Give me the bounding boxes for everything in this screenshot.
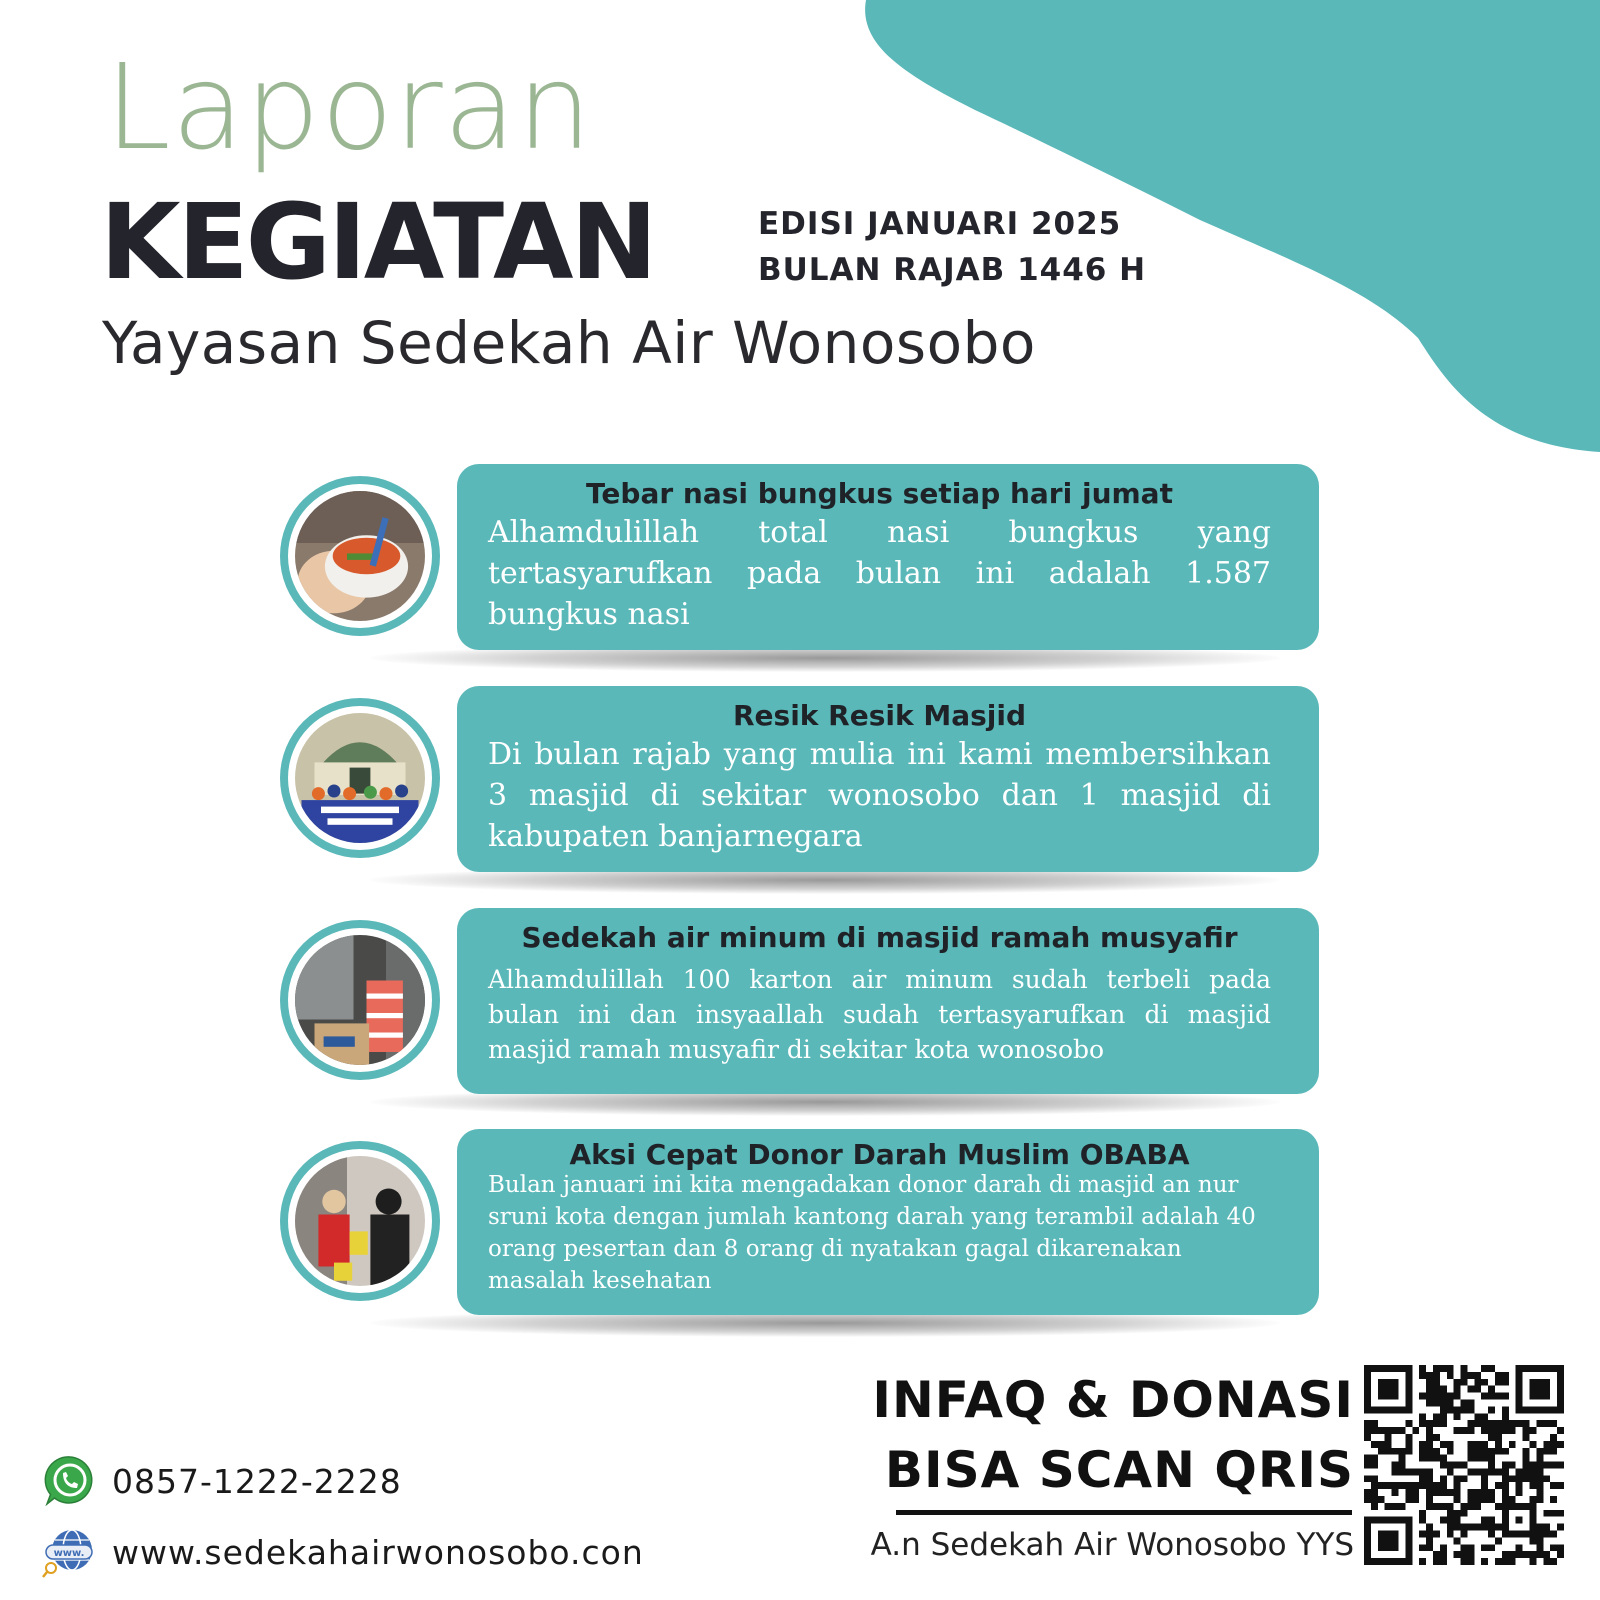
blood-donation-photo [295, 1156, 425, 1286]
website-url: www.sedekahairwonosobo.con [112, 1532, 644, 1572]
svg-text:www.: www. [53, 1548, 85, 1559]
activity-card [457, 1129, 1319, 1315]
activity-title: Tebar nasi bungkus setiap hari jumat [586, 477, 1173, 510]
donation-underline [896, 1510, 1352, 1515]
donation-callout [872, 1365, 1354, 1505]
donation-line-1: INFAQ & DONASI [872, 1371, 1354, 1429]
mosque-group-photo [295, 713, 425, 843]
activity-item [280, 464, 1320, 654]
edition-line-2: BULAN RAJAB 1446 H [758, 252, 1147, 288]
whatsapp-icon [42, 1453, 98, 1509]
activity-description: Alhamdulillah total nasi bungkus yang tertasyarufkan pada bulan ini adalah 1.587 bungkus nasi [488, 515, 1271, 632]
account-name: A.n Sedekah Air Wonosobo YYS [870, 1527, 1354, 1563]
activity-photo-frame [280, 920, 440, 1080]
activity-card [457, 908, 1319, 1094]
water-cartons-photo [295, 935, 425, 1065]
activity-title: Aksi Cepat Donor Darah Muslim OBABA [569, 1138, 1190, 1171]
report-title-bold: KEGIATAN [100, 181, 655, 303]
activity-description: Di bulan rajab yang mulia ini kami membersihkan 3 masjid di sekitar wonosobo dan 1 masjid di kabupaten banjarnegara [488, 737, 1271, 854]
activity-title: Sedekah air minum di masjid ramah musyafir [521, 921, 1238, 954]
website-contact[interactable] [42, 1524, 644, 1580]
donation-line-2: BISA SCAN QRIS [884, 1441, 1354, 1499]
activity-description: Alhamdulillah 100 karton air minum sudah terbeli pada bulan ini dan insyaallah sudah tertasyarufkan di masjid masjid ramah musyafir di sekitar kota wonosobo [488, 965, 1271, 1064]
activity-card [457, 464, 1319, 650]
activity-item [280, 908, 1320, 1098]
report-title-light: Laporan [105, 38, 593, 176]
qris-qr-code[interactable] [1364, 1365, 1564, 1565]
activity-description: Bulan januari ini kita mengadakan donor darah di masjid an nur sruni kota dengan jumlah kantong darah yang terambil adalah 40 orang pesertan dan 8 orang di nyatakan gagal dikarenakan masalah kesehatan [488, 1172, 1256, 1294]
activity-photo-frame [280, 698, 440, 858]
edition-info [758, 201, 1146, 293]
phone-contact[interactable] [42, 1453, 402, 1509]
activity-item [280, 1129, 1320, 1319]
organization-name: Yayasan Sedekah Air Wonosobo [102, 309, 1036, 377]
activity-title: Resik Resik Masjid [732, 699, 1027, 732]
activity-photo-frame [280, 476, 440, 636]
activity-item [280, 686, 1320, 876]
activity-photo-frame [280, 1141, 440, 1301]
activity-card [457, 686, 1319, 872]
edition-line-1: EDISI JANUARI 2025 [758, 206, 1122, 242]
food-bowl-photo [295, 491, 425, 621]
phone-number: 0857-1222-2228 [112, 1461, 402, 1501]
globe-icon [42, 1524, 98, 1580]
